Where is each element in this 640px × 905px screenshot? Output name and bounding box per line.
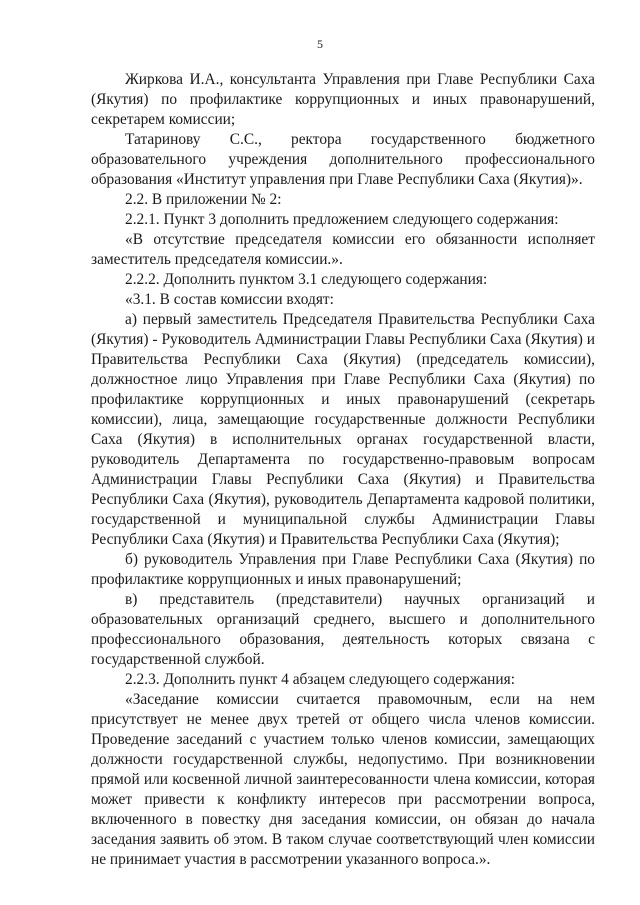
paragraph-2-2: 2.2. В приложении № 2: — [125, 191, 282, 208]
paragraph-secretary: Жиркова И.А., консультанта Управления при Главе Республики Саха (Якутия) по профилактике коррупционных и иных правонарушений, секретарем комиссии; — [91, 71, 595, 128]
paragraph-item-a: а) первый заместитель Председателя Правительства Республики Саха (Якутия) - Руководитель Администрации Главы Республики Саха (Якутия) и Правительства Республики Саха (Якутия) (председатель комиссии), должностное лицо Управления при Главе Республики Саха (Якутия) по профилактике коррупционных и иных правонарушений (секретарь комиссии), лица, замещающие государственные должности Республики Саха (Якутия) в исполнительных органах государственной власти, руководитель Департамента по государственно-правовым вопросам Администрации Главы Республики Саха (Якутия) и Правительства Республики Саха (Якутия), руководитель Департамента кадровой политики, государственной и муниципальной службы Администрации Главы Республики Саха (Якутия) и Правительства Республики Саха (Якутия); — [91, 311, 595, 548]
paragraph-member-tatarinova: Татаринову С.С., ректора государственного бюджетного образовательного учреждения дополнительного профессионального образования «Институт управления при Главе Республики Саха (Якутия)». — [91, 131, 595, 188]
paragraph-item-v: в) представитель (представители) научных организаций и образовательных организаций среднего, высшего и дополнительного профессионального образования, деятельность которых связана с государственной службой. — [91, 591, 595, 668]
paragraph-2-2-2: 2.2.2. Дополнить пунктом 3.1 следующего содержания: — [125, 271, 488, 288]
paragraph-2-2-3: 2.2.3. Дополнить пункт 4 абзацем следующего содержания: — [125, 671, 515, 688]
paragraph-2-2-3-text: «Заседание комиссии считается правомочным, если на нем присутствует не менее двух третей от общего числа членов комиссии. Проведение заседаний с участием только членов комиссии, замещающих должности государственной службы, недопустимо. При возникновении прямой или косвенной личной заинтересованности члена комиссии, которая может привести к конфликту интересов при рассмотрении вопроса, включенного в повестку дня заседания комиссии, он обязан до начала заседания заявить об этом. В таком случае соответствующий член комиссии не принимает участия в рассмотрении указанного вопроса.». — [91, 691, 595, 868]
page-number: 5 — [317, 37, 323, 51]
document-body — [91, 70, 595, 870]
paragraph-item-b: б) руководитель Управления при Главе Республики Саха (Якутия) по профилактике коррупционных и иных правонарушений; — [91, 551, 595, 588]
paragraph-2-2-1: 2.2.1. Пункт 3 дополнить предложением следующего содержания: — [125, 211, 559, 228]
paragraph-2-2-1-text: «В отсутствие председателя комиссии его обязанности исполняет заместитель председателя комиссии.». — [91, 231, 595, 268]
paragraph-3-1: «3.1. В состав комиссии входят: — [125, 291, 334, 308]
